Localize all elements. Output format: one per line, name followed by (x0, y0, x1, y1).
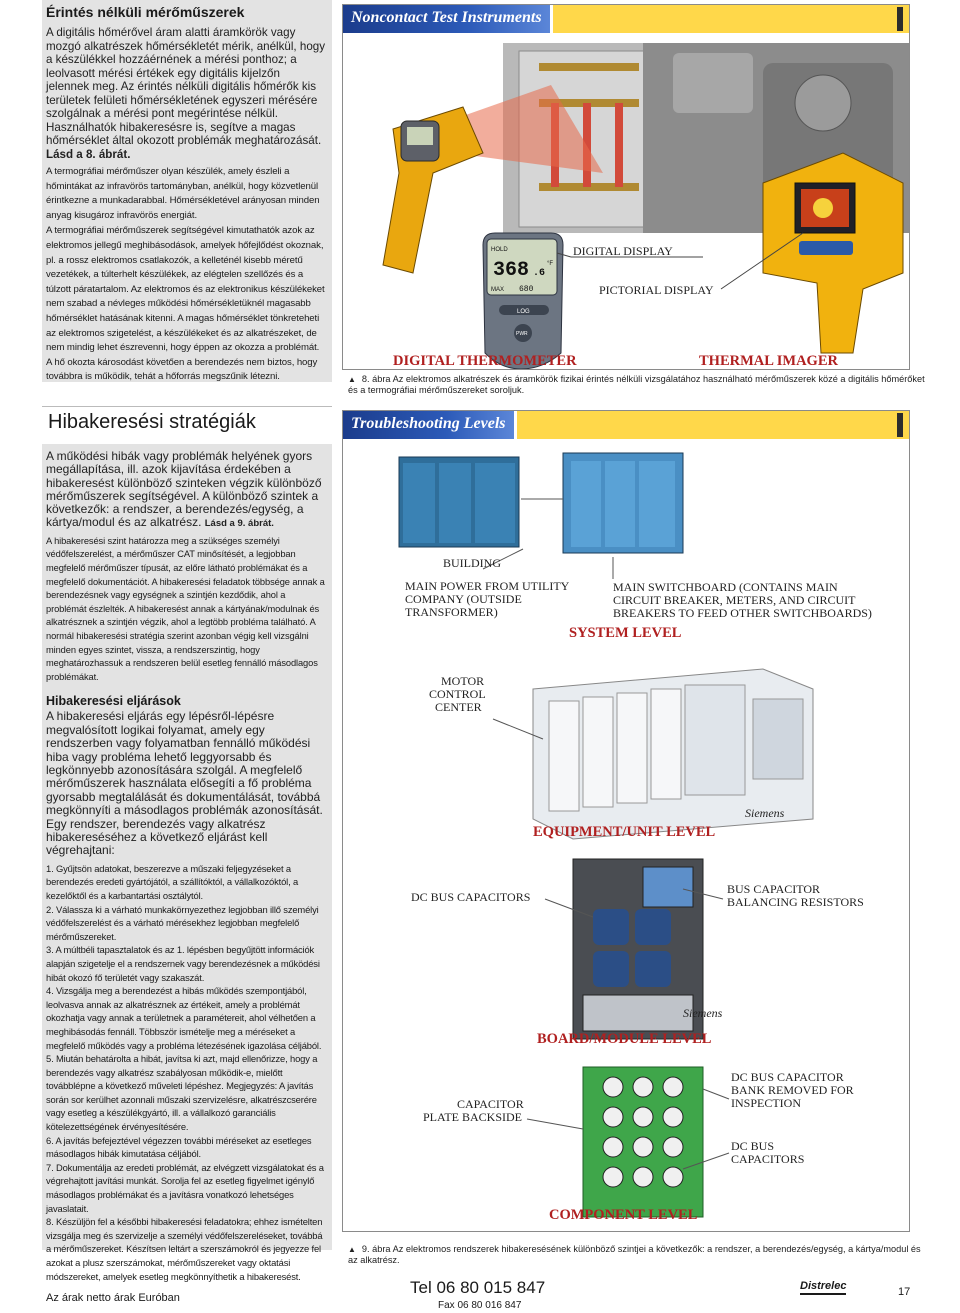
figure-9-caption: ▲ 9. ábra Az elektromos rendszerek hibakeresésének különböző szintjei a következők: a rendszer, a berendezés/egység, a kártya/modul és az alkatrész. (348, 1244, 921, 1265)
dc-bus-bank-label-2: BANK REMOVED FOR (731, 1083, 854, 1097)
list-item: 7. Dokumentálja az eredeti problémát, az elvégzett vizsgálatokat és a végrehajtott javítási munkát. Sorolja fel az esetleg figyelmet igénylő másodlagos problémákat és a javításra vonatkozó lehetséges javaslatait. (46, 1161, 324, 1214)
digital-thermometer (483, 233, 563, 369)
power-button-label: PWR (516, 331, 528, 337)
thermal-imager-label: THERMAL IMAGER (699, 353, 838, 369)
transformer-illustration (563, 453, 683, 553)
title-bar-marker (897, 7, 903, 31)
mcc-label-3: CENTER (435, 700, 482, 714)
paragraph: A hibakeresési szint határozza meg a szükséges személyi védőfelszerelést, a mérőműszer CAT minősítését, a legjobban megfelelő mérőműszer típusát, az előre látható problémákat és a megfelelő dokumentációt. A hibakeresési feladatok többsége annak a berendezésnek vagy egységnek a szintjén kezdődik, ahol a problémát észlelték. A hibakeresést annak a kártyának/modulnak és alkatrésznek a szintjén végzik, ahol a legtöbb probléma található. A normál hibakeresési stratégia szerint azonban végig kell vizsgálni minden egyes szintet, vissza, a rendszerszintig, hogy meghatározhassuk a rendszeren belül esetleg fennálló másodlagos problémákat. (46, 535, 325, 682)
page-footer (0, 1270, 960, 1313)
capacitor-plate-label-2: PLATE BACKSIDE (423, 1110, 523, 1124)
procedures-lead: A hibakeresési eljárás egy lépésről-lépésre megvalósított logikai folyamat, amely egy rendszerben vagy folyamatban fennálló működési hiba vagy probléma lehető leggyorsabb és legkönnyebb azonosítására szolgál. A megfelelő mérőműszerek használata elősegíti a fő probléma gyorsabb megtalálását és dokumentálását, továbbá megkönnyíti a másodlagos problémák azonosítását. Egy rendszer, berendezés vagy alkatrész hibakereséséhez a következő eljárást kell végrehajtani: (46, 709, 323, 858)
prices-note: Az árak netto árak Euróban (46, 1292, 180, 1304)
main-power-label-1: MAIN POWER FROM UTILITY (405, 579, 570, 593)
mcc-label-1: MOTOR (441, 674, 485, 688)
list-item: 4. Vizsgálja meg a berendezést a hibás működés szempontjából, leolvasva annak az alkatrésznek az értékeit, amely a problémát okozhatja vagy annak a területnek a paramétereit, ahol vélhetően a meghibásodás fennáll. Többször ismételje meg a méréseket a megfelelő működés vagy a probléma létezésének igazolása céljából. (46, 985, 322, 1051)
section-title: Érintés nélküli mérőműszerek (46, 4, 245, 20)
main-power-label-2: COMPANY (OUTSIDE (405, 592, 522, 606)
digital-display-label: DIGITAL DISPLAY (573, 244, 673, 258)
board-level-label: BOARD/MODULE LEVEL (537, 1031, 712, 1047)
triangle-icon: ▲ (348, 1245, 356, 1254)
lcd-hold: HOLD (491, 247, 508, 253)
list-item: 3. A múltbéli tapasztalatok és az 1. lépésben begyűjtött információk alapján szigetelje el a rendszernek vagy berendezésnek a működési hibát okozó fő területét vagy szakaszát. (46, 944, 320, 983)
title-bar-marker (897, 413, 903, 437)
switchboard-illustration (399, 457, 519, 547)
dc-bus-bank-label-1: DC BUS CAPACITOR (731, 1070, 844, 1084)
list-item: 2. Válassza ki a várható munkakörnyezethez legjobban illő személyi védőfelszerelést és a várható mérésekhez legjobban megfelelő mérőműszereket. (46, 903, 319, 942)
lead-paragraph: A digitális hőmérővel áram alatti áramkörök vagy mozgó alkatrészek hőmérsékletét mérik, anélkül, hogy a készülékkel hozzáérnének a mérési ponthoz; a leolvasott mérési értékek egy digitális kijelzőn jelennek meg. Az érintés nélküli digitális hőmérők kis területek felületi hőmérsékletének egyszeri mérésére szolgálnak a mérési pont megérintése nélkül. Használhatók hibakeresésre is, segítve a magas hőmérséklet által okozott problémák meghatározását. Lásd a 8. ábrát. (46, 26, 326, 161)
paragraph: A termográfiai mérőműszer olyan készülék, amely észleli a hőmintákat az infravörös tartományban, anélkül, hogy közvetlenül érintkezne a munkadarabbal. Hőmérsékletével arányosan minden anyag kisugároz infravörös energiát. (46, 166, 320, 221)
figure-title: Troubleshooting Levels (343, 411, 517, 439)
strategy-panel (42, 444, 332, 1282)
mcc-label-2: CONTROL (429, 687, 486, 701)
capacitor-plate-label-1: CAPACITOR (457, 1097, 524, 1111)
component-level-label: COMPONENT LEVEL (549, 1207, 698, 1223)
steps-list (46, 862, 326, 1283)
motor-gear (795, 75, 851, 131)
figure-8 (342, 4, 910, 370)
list-item: 5. Miután behatárolta a hibát, javítsa ki azt, majd ellenőrizze, hogy a berendezés vagy alkatrész szabályosan működik-e, mielőtt továbblépne a következő műveleti lépéshez. Megjegyzés: A javítás során sor kerülhet azonnali műszaki szervizelésre, alkatrészcserére vagy esetleg a készülékgyártó, ill. a vállalkozó garanciális kötelezettségének érvényesítésére. (46, 1053, 318, 1133)
lcd-sub: 680 (519, 285, 534, 294)
main-power-label-3: TRANSFORMER) (405, 605, 498, 619)
intro-panel (42, 0, 332, 382)
dc-bus-bank-label-3: INSPECTION (731, 1096, 802, 1110)
strategy-heading: Hibakeresési stratégiák (42, 406, 332, 438)
equipment-level-label: EQUIPMENT/UNIT LEVEL (533, 824, 716, 840)
digital-thermometer-label: DIGITAL THERMOMETER (393, 353, 577, 369)
lcd-unit: °F (547, 261, 554, 267)
lcd-main: 368 (493, 259, 530, 282)
dc-bus-capacitors-2-label-1: DC BUS (731, 1139, 775, 1153)
figure-8-caption: ▲ 8. ábra Az elektromos alkatrészek és áramkörök fizikai érintés nélküli vizsgálatához használható mérőműszerek közé a digitális hőmérőket és a termográfiai mérőműszereket soroljuk. (348, 374, 925, 395)
building-label: BUILDING (443, 556, 501, 570)
log-button-label: LOG (517, 309, 530, 315)
page-number: 17 (898, 1286, 911, 1298)
system-level-label: SYSTEM LEVEL (569, 625, 682, 641)
machine-part (673, 53, 753, 113)
thermal-imager (763, 153, 903, 353)
strategy-lead: A működési hibák vagy problémák helyének gyors megállapítása, ill. azok kijavítása érdekében a hibakeresést különböző szinteken végzik különböző mérőműszerek segítségével. A különböző szintek a következők: a rendszer, a berendezés/egység, a kártya/modul és az alkatrész. Lásd a 9. ábrát. (46, 449, 322, 530)
noncontact-illustration (343, 33, 910, 370)
lcd-main-dec: .6 (533, 268, 546, 279)
main-switchboard-label-2: CIRCUIT BREAKER, METERS, AND CIRCUIT (613, 593, 856, 607)
main-switchboard-label-1: MAIN SWITCHBOARD (CONTAINS MAIN (613, 580, 838, 594)
siemens-label: Siemens (745, 806, 785, 820)
levels-illustration (343, 439, 910, 1232)
list-item: 6. A javítás befejeztével végezzen további méréseket az esetleges másodlagos hibák kimutatása céljából. (46, 1134, 312, 1160)
triangle-icon: ▲ (348, 375, 356, 384)
fax-number: Fax 06 80 016 847 (438, 1300, 522, 1311)
main-switchboard-label-3: BREAKERS TO FEED OTHER SWITCHBOARDS) (613, 606, 872, 620)
figure-reference: Lásd a 8. ábrát. (46, 147, 131, 161)
bus-balancing-label-2: BALANCING RESISTORS (727, 895, 864, 909)
figure-reference: Lásd a 9. ábrát. (204, 518, 274, 530)
figure-title: Noncontact Test Instruments (343, 5, 553, 33)
figure-9 (342, 410, 910, 1232)
paragraph: A termográfiai mérőműszerek segítségével kimutathatók azok az elektromos jellegű meghibásodások, amelyek hőfejlődést okoznak, pl. a rossz elektromos csatlakozók, a kelleténél kisebb méretű vezetékek, a túlterhelt készülékek, az elégtelen szellőzés és a túlzott páratartalom. Az elektromos és az elektronikus készülékeket nem szabad a névleges működési hőmérsékletüknél magasabb hőmérséklet hatásának kitenni. A magas hőmérséklet tönkreteheti az elektromos szigetelést, a készülékeket és az alkatrészeket, de nem mindig lehet észrevenni, hogy éppen az okozza a problémát. A hő okozta károsodást követően a berendezés nem biztos, hogy továbbra is működik, tehát a hőforrás megszűnik létezni. (46, 225, 325, 383)
lcd-sub-label: MAX (491, 287, 505, 293)
brand-logo: Distrelec (800, 1280, 846, 1295)
pictorial-display-label: PICTORIAL DISPLAY (599, 283, 714, 297)
list-item: 8. Készüljön fel a későbbi hibakeresési feladatokra; ehhez ismételten vizsgálja meg és szervizelje a személyi védőfelszereléseket, továbbá a mérőműszereket. Készítsen leltárt a szerszámokról és jegyezze fel azokat a plusz szerszámokat, mérőműszereket vagy oktatási módszereket, amelyek esetleg megkönnyíthetik a hibakeresést. (46, 1216, 323, 1282)
procedures-heading: Hibakeresési eljárások (46, 694, 181, 709)
dc-bus-capacitors-2-label-2: CAPACITORS (731, 1152, 805, 1166)
capacitor-plate-illustration (583, 1067, 703, 1217)
list-item: 1. Gyűjtsön adatokat, beszerezve a műszaki feljegyzéseket a berendezés eredeti gyártójától, a szállítóktól, a vállalkozóktól, a kezelőktől és a karbantartási osztálytól. (46, 862, 299, 901)
bus-balancing-label-1: BUS CAPACITOR (727, 882, 821, 896)
siemens-label: Siemens (683, 1006, 723, 1020)
phone-number: Tel 06 80 015 847 (410, 1278, 546, 1297)
ir-thermometer-gun (383, 107, 483, 273)
dc-bus-capacitors-label: DC BUS CAPACITORS (411, 890, 531, 904)
